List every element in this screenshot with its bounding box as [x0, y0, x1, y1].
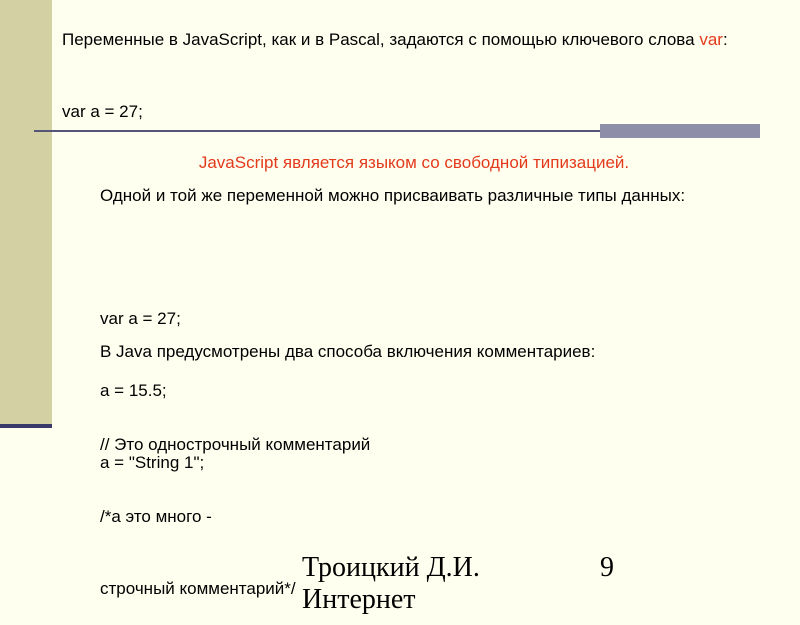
left-decor-bar-shadow — [0, 424, 52, 428]
highlight-statement: JavaScript является языком со свободной типизацией. — [198, 153, 630, 172]
comment-line: // Это однострочный комментарий — [100, 435, 371, 454]
code-line: var a = 27; — [100, 309, 181, 328]
java-comments-paragraph: В Java предусмотрены два способа включения комментариев: — [100, 342, 596, 361]
code-line: a = "String 1"; — [100, 453, 205, 472]
comment-line: /*а это много - — [100, 507, 212, 526]
var-keyword: var — [699, 30, 723, 49]
horizontal-rule-block — [600, 124, 760, 138]
types-paragraph: Одной и той же переменной можно присваивать различные типы данных: — [100, 186, 686, 205]
intro-colon: : — [722, 30, 728, 49]
footer-author — [302, 552, 480, 616]
code-example: var a = 27; — [62, 102, 143, 121]
author-line: Троицкий Д.И. — [302, 552, 480, 583]
code-line: a = 15.5; — [100, 381, 167, 400]
left-decor-bar — [0, 0, 52, 424]
page-number: 9 — [600, 552, 614, 583]
horizontal-rule — [34, 130, 600, 132]
intro-paragraph — [62, 28, 778, 52]
author-line: Интернет — [302, 584, 416, 615]
intro-text: Переменные в JavaScript, как и в Pascal, задаются с помощью ключевого слова — [62, 30, 700, 49]
comment-line: строчный комментарий*/ — [100, 579, 296, 598]
